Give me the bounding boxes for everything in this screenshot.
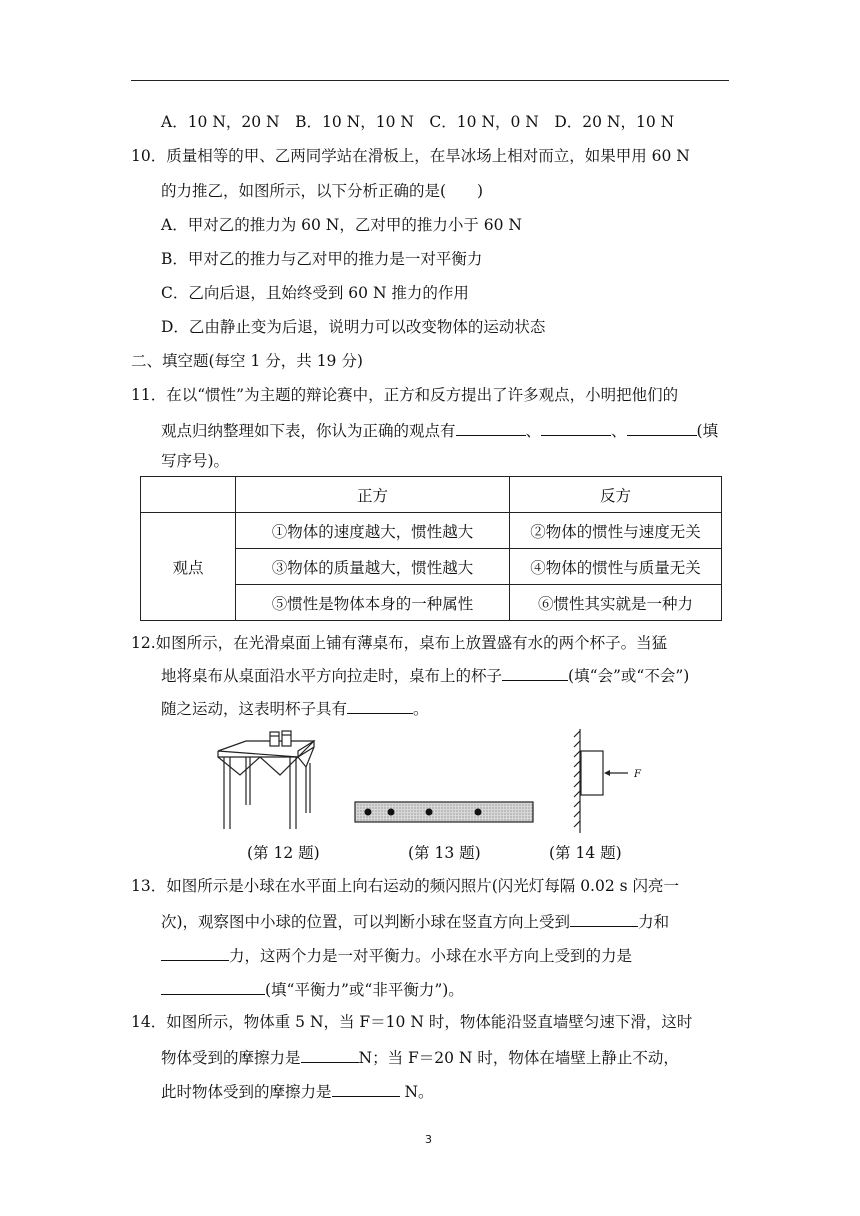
figure-caption: (第 14 题) bbox=[549, 844, 622, 862]
table-row bbox=[141, 513, 722, 549]
q12-stem-line2 bbox=[161, 664, 689, 686]
figure-caption: (第 13 题) bbox=[408, 844, 481, 862]
q14-stem-line2 bbox=[161, 1046, 679, 1068]
ball-position bbox=[426, 809, 433, 816]
table-cell: ⑥惯性其实就是一种力 bbox=[510, 585, 722, 621]
q10-option-a: A．甲对乙的推力为 60 N，乙对甲的推力小于 60 N bbox=[161, 216, 522, 234]
viewpoint-table bbox=[140, 476, 722, 621]
q12-stem-text: (填“会”或“不会”) bbox=[568, 667, 690, 685]
q14-stem-line1: 14．如图所示，物体重 5 N，当 F＝10 N 时，物体能沿竖直墙壁匀速下滑，这时 bbox=[131, 1013, 693, 1031]
q13-stem-text: 次)，观察图中小球的位置，可以判断小球在竖直方向上受到 bbox=[161, 913, 571, 931]
q14-stem-text: N；当 F＝20 N 时，物体在墙壁上静止不动， bbox=[358, 1049, 679, 1067]
q11-stem-text: 观点归纳整理如下表，你认为正确的观点有 bbox=[161, 422, 456, 440]
table-with-cups-figure bbox=[210, 727, 322, 837]
answer-blank[interactable] bbox=[161, 978, 265, 995]
q12-stem-text: 随之运动，这表明杯子具有 bbox=[161, 700, 348, 718]
wall-block-figure bbox=[570, 727, 652, 835]
q10-option-b: B．甲对乙的推力与乙对甲的推力是一对平衡力 bbox=[161, 250, 483, 268]
answer-blank[interactable] bbox=[301, 1046, 359, 1063]
ball-position bbox=[365, 809, 372, 816]
q12-stem-text: 地将桌布从桌面沿水平方向拉走时，桌布上的杯子 bbox=[161, 667, 503, 685]
q11-stem-line1: 11．在以“惯性”为主题的辩论赛中，正方和反方提出了许多观点，小明把他们的 bbox=[131, 386, 679, 404]
q9-options: A．10 N，20 N B．10 N，10 N C．10 N，0 N D．20 N，10 N bbox=[161, 113, 675, 131]
q10-stem-line2: 的力推乙，如图所示，以下分析正确的是( ) bbox=[161, 182, 484, 200]
answer-blank[interactable] bbox=[570, 910, 638, 927]
q13-stem-line1: 13．如图所示是小球在水平面上向右运动的频闪照片(闪光灯每隔 0.02 s 闪亮一 bbox=[131, 877, 680, 895]
header-pro: 正方 bbox=[236, 477, 510, 513]
table-corner-cell bbox=[141, 477, 236, 513]
q13-stem-line2 bbox=[161, 910, 669, 932]
q14-stem-text: N。 bbox=[399, 1083, 434, 1101]
q13-stem-line4 bbox=[161, 978, 464, 1000]
table-cell: ①物体的速度越大，惯性越大 bbox=[236, 513, 510, 549]
q14-stem-text: 此时物体受到的摩擦力是 bbox=[161, 1083, 332, 1101]
q11-stem-line3: 写序号)。 bbox=[161, 452, 230, 470]
table-cell: ③物体的质量越大，惯性越大 bbox=[236, 549, 510, 585]
q14-stem-line3 bbox=[161, 1080, 434, 1102]
answer-blank[interactable] bbox=[456, 419, 526, 436]
answer-blank[interactable] bbox=[332, 1080, 400, 1097]
table-cell: ⑤惯性是物体本身的一种属性 bbox=[236, 585, 510, 621]
header-rule bbox=[131, 80, 729, 81]
q13-stem-text: 力，这两个力是一对平衡力。小球在水平方向上受到的力是 bbox=[229, 947, 633, 965]
answer-blank[interactable] bbox=[161, 944, 229, 961]
q11-stem-line2 bbox=[161, 419, 718, 441]
row-label: 观点 bbox=[141, 513, 236, 621]
q12-stem-line1: 12.如图所示，在光滑桌面上铺有薄桌布，桌布上放置盛有水的两个杯子。当猛 bbox=[131, 634, 668, 652]
q14-stem-text: 物体受到的摩擦力是 bbox=[161, 1049, 301, 1067]
answer-blank[interactable] bbox=[347, 697, 413, 714]
ball-position bbox=[388, 809, 395, 816]
ball-position bbox=[475, 809, 482, 816]
q12-stem-line3 bbox=[161, 697, 429, 719]
q10-option-c: C．乙向后退，且始终受到 60 N 推力的作用 bbox=[161, 284, 469, 302]
q10-stem-line1: 10．质量相等的甲、乙两同学站在滑板上，在旱冰场上相对而立，如果甲用 60 N bbox=[131, 147, 690, 165]
q10-option-d: D．乙由静止变为后退，说明力可以改变物体的运动状态 bbox=[161, 318, 546, 336]
q11-stem-text: (填 bbox=[696, 422, 719, 440]
q13-stem-text: (填“平衡力”或“非平衡力”)。 bbox=[265, 981, 464, 999]
table-header-row bbox=[141, 477, 722, 513]
figure-caption: (第 12 题) bbox=[247, 844, 320, 862]
q13-stem-line3 bbox=[161, 944, 632, 966]
q12-stem-text: 。 bbox=[413, 700, 429, 718]
header-con: 反方 bbox=[510, 477, 722, 513]
strobe-photo-figure bbox=[354, 801, 534, 823]
table-cell: ④物体的惯性与质量无关 bbox=[510, 549, 722, 585]
separator: 、 bbox=[611, 422, 627, 440]
q13-stem-text: 力和 bbox=[638, 913, 670, 931]
table-cell: ②物体的惯性与速度无关 bbox=[510, 513, 722, 549]
page-number: 3 bbox=[425, 1133, 432, 1146]
separator: 、 bbox=[525, 422, 542, 440]
answer-blank[interactable] bbox=[541, 419, 611, 436]
answer-blank[interactable] bbox=[627, 419, 697, 436]
section-heading: 二、填空题(每空 1 分，共 19 分) bbox=[131, 352, 363, 370]
force-label: F bbox=[634, 769, 641, 780]
answer-blank[interactable] bbox=[502, 664, 568, 681]
